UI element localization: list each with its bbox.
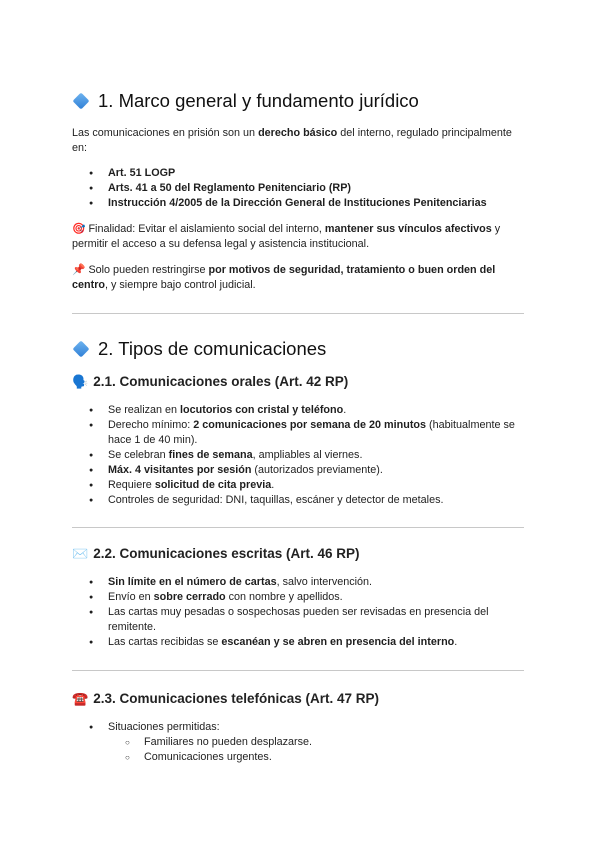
speaking-head-icon: 🗣️	[72, 374, 89, 389]
telefonicas-list	[72, 720, 524, 765]
finalidad-paragraph	[72, 222, 524, 252]
section-1-title: 1. Marco general y fundamento jurídico	[98, 90, 419, 111]
item-text: Envío en	[108, 591, 154, 603]
item-text: , ampliables al viernes.	[252, 449, 363, 461]
subsection-escritas-title: 2.2. Comunicaciones escritas (Art. 46 RP)	[93, 546, 360, 561]
item-text: Las cartas recibidas se	[108, 636, 222, 648]
subsection-orales-title: 2.1. Comunicaciones orales (Art. 42 RP)	[93, 374, 349, 389]
subsection-telefonicas-title: 2.3. Comunicaciones telefónicas (Art. 47 RP)	[93, 691, 380, 706]
list-item	[72, 635, 524, 650]
item-text-bold: fines de semana	[168, 449, 253, 461]
item-text: Las cartas muy pesadas o sospechosas pueden ser revisadas en presencia del remitente.	[108, 606, 489, 633]
item-text: (autorizados previamente).	[251, 464, 383, 476]
item-text-bold: solicitud de cita previa	[154, 479, 272, 491]
telephone-icon: ☎️	[72, 691, 89, 706]
item-text: (habitualmente se hace 1 de 40 min).	[108, 419, 515, 446]
intro-text-bold: derecho básico	[258, 127, 338, 139]
blue-diamond-icon	[72, 340, 90, 358]
list-item	[72, 448, 524, 463]
list-item	[72, 493, 524, 508]
finalidad-text-b: y permitir el acceso a su defensa legal y asistencia institucional.	[72, 223, 501, 250]
pushpin-icon: 📌	[72, 264, 86, 276]
item-text: .	[271, 479, 275, 491]
item-text: Se realizan en	[108, 404, 181, 416]
restriccion-text-bold: por motivos de seguridad, tratamiento o buen orden del centro	[72, 264, 496, 291]
item-text: Se celebran	[108, 449, 169, 461]
list-item: ● Art. 51 LOGP	[72, 166, 524, 181]
item-text-bold: locutorios con cristal y teléfono	[180, 404, 344, 416]
item-text: .	[343, 404, 347, 416]
item-text-bold: Máx. 4 visitantes por sesión	[108, 464, 252, 476]
sublist-item: ○ Comunicaciones urgentes.	[108, 750, 524, 765]
item-text: Situaciones permitidas:	[108, 721, 220, 733]
restriccion-text-a: Solo pueden restringirse	[85, 264, 209, 276]
item-text-bold: sobre cerrado	[153, 591, 226, 603]
finalidad-text-a: Finalidad: Evitar el aislamiento social del interno,	[85, 223, 325, 235]
intro-text-b: del interno, regulado principalmente en:	[72, 127, 512, 154]
list-item	[72, 590, 524, 605]
list-item	[72, 418, 524, 448]
list-item: ● Instrucción 4/2005 de la Dirección General de Instituciones Penitenciarias	[72, 196, 524, 211]
restriccion-text-b: , y siempre bajo control judicial.	[105, 279, 256, 291]
item-text: .	[454, 636, 458, 648]
escritas-list	[72, 575, 524, 650]
laws-list	[72, 166, 524, 211]
item-text: Requiere	[108, 479, 155, 491]
telefonicas-sublist	[108, 735, 524, 765]
list-item	[72, 720, 524, 765]
item-text-bold: Sin límite en el número de cartas	[108, 576, 277, 588]
section-1-heading	[72, 90, 419, 112]
list-item: ● Arts. 41 a 50 del Reglamento Penitenciario (RP)	[72, 181, 524, 196]
section-2-title: 2. Tipos de comunicaciones	[98, 338, 327, 359]
item-text-bold: 2 comunicaciones por semana de 20 minutos	[193, 419, 427, 431]
sublist-item: ○ Familiares no pueden desplazarse.	[108, 735, 524, 750]
item-text-bold: escanéan y se abren en presencia del interno	[221, 636, 455, 648]
restriccion-paragraph	[72, 263, 524, 293]
finalidad-text-bold: mantener sus vínculos afectivos	[324, 223, 492, 235]
divider	[72, 313, 524, 314]
list-item	[72, 478, 524, 493]
target-icon: 🎯	[72, 223, 86, 235]
envelope-icon: ✉️	[72, 546, 89, 561]
list-item	[72, 403, 524, 418]
intro-paragraph	[72, 126, 524, 156]
orales-list	[72, 403, 524, 508]
subsection-orales-heading	[72, 374, 348, 389]
list-item	[72, 605, 524, 635]
divider	[72, 670, 524, 671]
blue-diamond-icon	[72, 92, 90, 110]
intro-text-a: Las comunicaciones en prisión son un	[72, 127, 259, 139]
list-item	[72, 575, 524, 590]
item-text: , salvo intervención.	[276, 576, 373, 588]
list-item	[72, 463, 524, 478]
item-text: con nombre y apellidos.	[225, 591, 343, 603]
item-text: Controles de seguridad: DNI, taquillas, escáner y detector de metales.	[108, 494, 444, 506]
subsection-escritas-heading	[72, 546, 360, 561]
section-2-heading	[72, 338, 326, 360]
subsection-telefonicas-heading	[72, 691, 379, 706]
divider	[72, 527, 524, 528]
item-text: Derecho mínimo:	[108, 419, 194, 431]
